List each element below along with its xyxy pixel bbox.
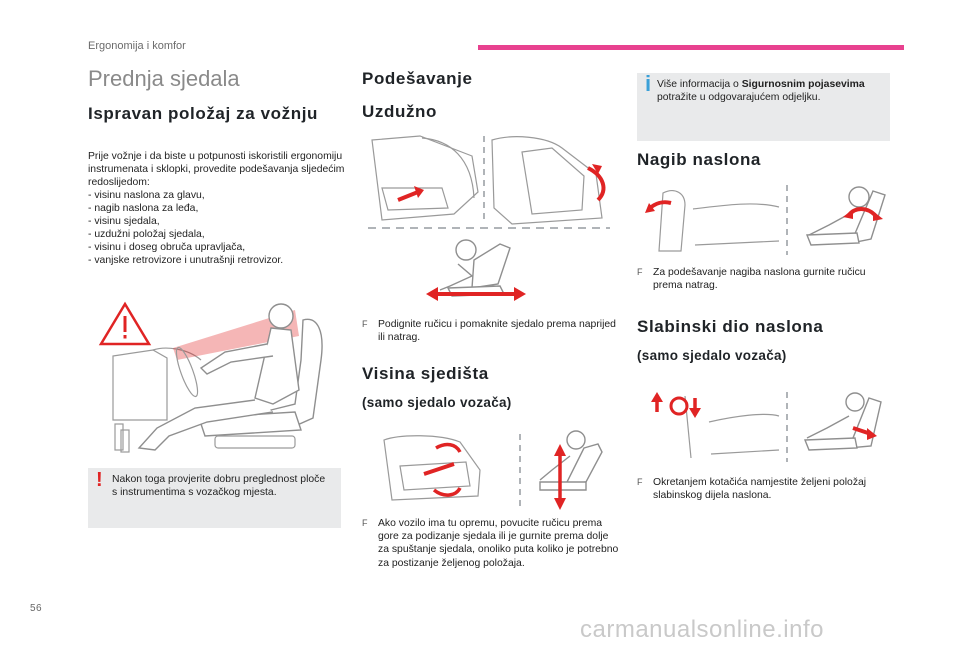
lift-lever-arrow [588,168,603,200]
watermark: carmanualsonline.info [580,616,824,643]
longitudinal-instruction [362,318,617,344]
heading-driving-position: Ispravan položaj za vožnju [88,104,319,123]
list-item: - nagib naslona za leđa, [88,202,348,215]
intro-text [88,150,348,267]
lumbar-text: Okretanjem kotačića namjestite željeni položaj slabinskog dijela naslona. [653,477,867,502]
section-title: Ergonomija i komfor [88,40,186,52]
longitudinal-adjustment-illustration [362,128,614,308]
lumbar-instruction [637,476,892,502]
height-text: Ako vozilo ima tu opremu, povucite ručicu prema gore za podizanje sjedala ili je gurnite prema dolje za spuštanje sjedala, onoliko puta koliko je potrebno za postizanje željenog položaja. [378,518,619,569]
subheading-driver-only: (samo sjedalo vozača) [362,395,512,410]
driver-position-illustration [95,300,340,460]
longitudinal-text: Podignite ručicu i pomaknite sjedalo prema naprijed ili natrag. [378,319,616,344]
height-lever-arrow [424,464,454,474]
lumbar-knob [671,398,687,414]
recline-text: Za podešavanje nagiba naslona gurnite ručicu prema natrag. [653,267,866,292]
info-text-post: potražite u odgovarajućem odjeljku. [657,92,821,103]
section-accent-bar [478,45,904,50]
seat-height-illustration [380,430,610,510]
list-item: - uzdužni položaj sjedala, [88,228,348,241]
heading-lumbar-support: Slabinski dio naslona [637,317,824,336]
page-number: 56 [30,603,43,614]
info-link-text: Sigurnosnim pojasevima [741,79,865,90]
heading-backrest-recline: Nagib naslona [637,150,761,169]
info-text-pre: Više informacija o [657,79,742,90]
warning-callout [88,468,341,528]
warning-text: Nakon toga provjerite dobru preglednost ploče s instrumentima s vozačkog mjesta. [112,474,326,498]
bullet-icon: F [362,319,368,329]
exclamation-icon: ! [96,469,103,491]
lift-lever-arrow [398,192,418,200]
heading-longitudinal: Uzdužno [362,102,438,121]
adjustment-order-list [88,189,348,267]
lumbar-adjustment-illustration [645,392,890,462]
list-item: - visinu i doseg obruča upravljača, [88,241,348,254]
list-item: - visinu naslona za glavu, [88,189,348,202]
info-icon: i [645,71,652,96]
heading-seat-height: Visina sjedišta [362,364,489,383]
heading-adjustment: Podešavanje [362,69,473,88]
page-title: Prednja sjedala [88,66,240,91]
height-instruction [362,517,620,570]
bullet-icon: F [637,477,643,487]
list-item: - vanjske retrovizore i unutrašnji retrovizor. [88,254,348,267]
info-callout [637,73,890,141]
list-item: - visinu sjedala, [88,215,348,228]
bullet-icon: F [362,518,368,528]
bullet-icon: F [637,267,643,277]
intro-paragraph: Prije vožnje i da biste u potpunosti iskoristili ergonomiju instrumenata i sklopki, provedite podešavanja sljedećim redoslijedom: [88,151,345,188]
backrest-recline-illustration [645,185,890,255]
subheading-driver-only: (samo sjedalo vozača) [637,348,787,363]
recline-instruction [637,266,892,292]
